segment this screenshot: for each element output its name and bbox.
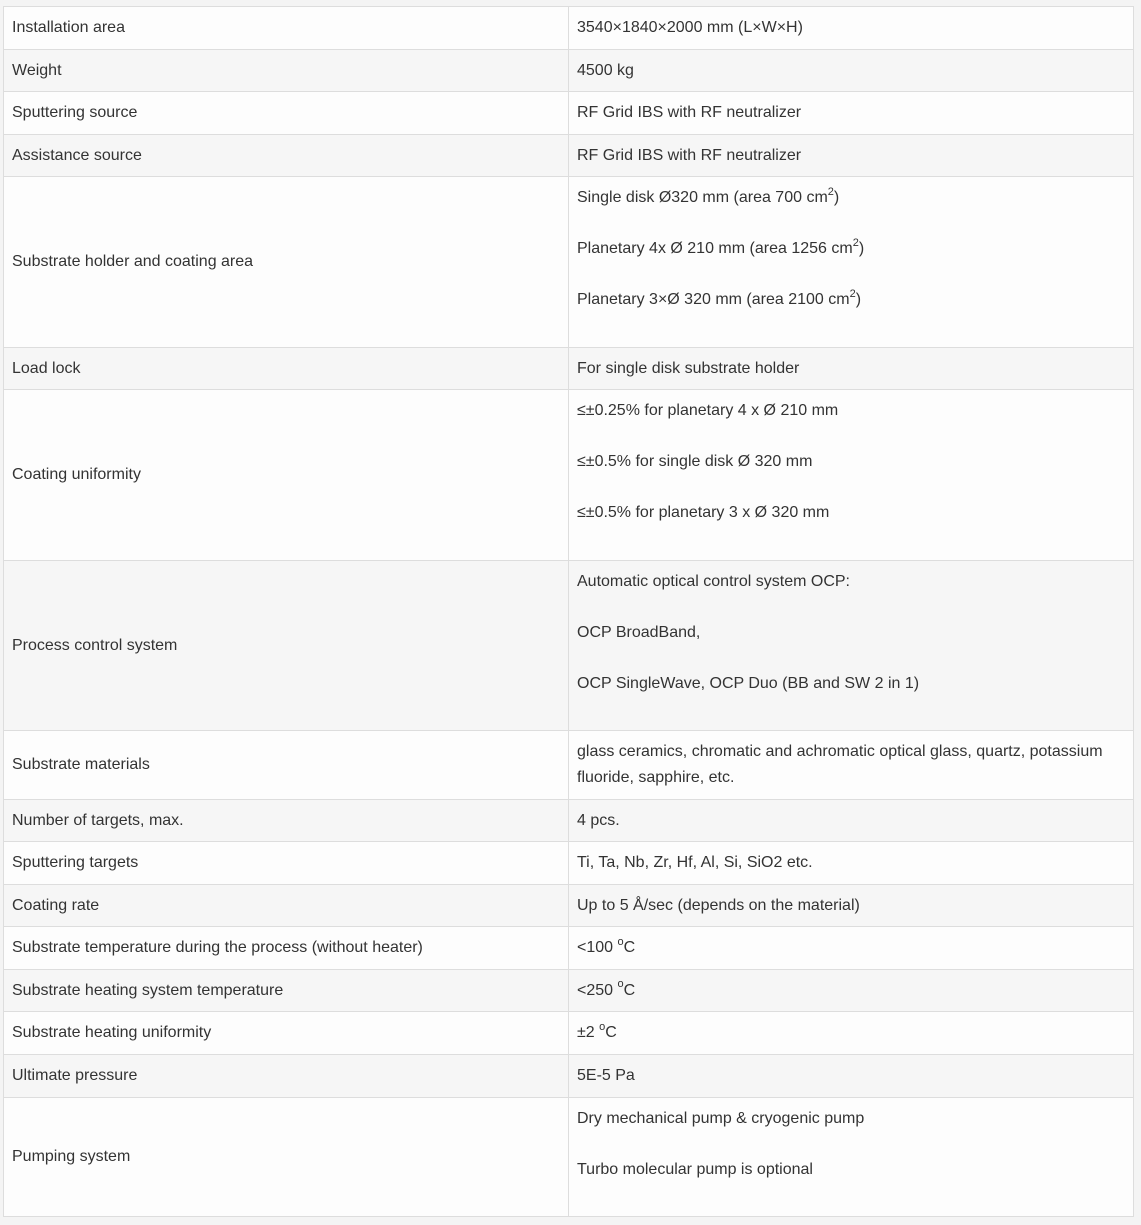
specifications-table: [3, 6, 1134, 1217]
spec-label: Pumping system: [12, 1148, 131, 1165]
spec-value: Dry mechanical pump & cryogenic pump: [577, 1110, 865, 1127]
spec-value-text: Planetary 3×Ø 320 mm (area 2100 cm: [577, 291, 850, 308]
spec-label: Substrate holder and coating area: [12, 253, 254, 270]
spec-label-cell: [4, 1055, 569, 1098]
spec-label: Substrate heating system temperature: [12, 981, 284, 999]
specifications-table-body: [4, 7, 1134, 1217]
spec-value-superscript: o: [617, 935, 624, 948]
spec-value-text: <100: [577, 939, 618, 956]
spec-label: Substrate temperature during the process (without heater): [12, 939, 423, 956]
spec-value: [577, 185, 1125, 211]
spec-value: ≤±0.5% for planetary 3 x Ø 320 mm: [577, 504, 830, 521]
spec-value-cell: [569, 731, 1134, 800]
spec-label: Installation area: [12, 19, 125, 36]
spec-label-cell: [4, 1012, 569, 1055]
table-row: [4, 561, 1134, 731]
spec-value: RF Grid IBS with RF neutralizer: [577, 146, 802, 164]
spec-value-text: Planetary 4x Ø 210 mm (area 1256 cm: [577, 240, 853, 257]
spec-label: Assistance source: [12, 146, 142, 164]
spec-value-cell: [569, 800, 1134, 842]
table-row: [4, 135, 1134, 177]
spec-label: Substrate heating uniformity: [12, 1024, 212, 1041]
spec-label: Weight: [12, 61, 62, 79]
table-row: [4, 92, 1134, 135]
spec-label-cell: [4, 7, 569, 50]
spec-value: OCP BroadBand,: [577, 624, 701, 641]
table-row: [4, 927, 1134, 970]
spec-value-cell: [569, 50, 1134, 92]
table-row: [4, 7, 1134, 50]
spec-value-tail: ): [833, 189, 840, 206]
spec-label: Process control system: [12, 636, 178, 654]
spec-value: [577, 978, 636, 999]
spec-table-container: [3, 6, 1133, 1217]
spec-label: Number of targets, max.: [12, 811, 184, 829]
table-row: [4, 348, 1134, 390]
spec-value: ≤±0.25% for planetary 4 x Ø 210 mm: [577, 402, 839, 419]
table-row: [4, 390, 1134, 561]
spec-value-text: Single disk Ø320 mm (area 700 cm: [577, 189, 828, 206]
spec-label-cell: [4, 50, 569, 92]
spec-value-cell: [569, 1098, 1134, 1217]
spec-value-cell: [569, 177, 1134, 348]
table-row: [4, 731, 1134, 800]
spec-value: Up to 5 Å/sec (depends on the material): [577, 896, 860, 914]
spec-label-cell: [4, 927, 569, 970]
table-row: [4, 1055, 1134, 1098]
spec-value-tail: ): [855, 291, 862, 308]
spec-value: Turbo molecular pump is optional: [577, 1161, 813, 1178]
spec-label-cell: [4, 842, 569, 885]
spec-value-tail: C: [623, 939, 636, 956]
table-row: [4, 800, 1134, 842]
spec-value: RF Grid IBS with RF neutralizer: [577, 104, 802, 121]
spec-value: glass ceramics, chromatic and achromatic optical glass, quartz, potassium fluoride, sapphire, etc.: [577, 743, 1103, 786]
spec-label-cell: [4, 970, 569, 1012]
spec-label-cell: [4, 731, 569, 800]
spec-value-cell: [569, 390, 1134, 561]
spec-value-tail: ): [858, 240, 865, 257]
spec-value-cell: [569, 1012, 1134, 1055]
spec-value-text: ±2: [577, 1024, 600, 1041]
spec-value-cell: [569, 842, 1134, 885]
table-row: [4, 50, 1134, 92]
spec-value: [577, 935, 636, 956]
spec-value: 5E-5 Pa: [577, 1067, 635, 1084]
spec-value: OCP SingleWave, OCP Duo (BB and SW 2 in 1): [577, 675, 920, 692]
spec-value: 3540×1840×2000 mm (L×W×H): [577, 19, 803, 36]
spec-value-cell: [569, 927, 1134, 970]
spec-value-cell: [569, 92, 1134, 135]
spec-value-superscript: 2: [827, 185, 834, 198]
spec-label-cell: [4, 561, 569, 731]
spec-value-cell: [569, 885, 1134, 927]
spec-value: 4 pcs.: [577, 811, 620, 829]
spec-value-tail: C: [623, 981, 636, 999]
spec-label: Coating uniformity: [12, 466, 141, 483]
spec-value-superscript: o: [599, 1020, 606, 1033]
spec-value-cell: [569, 970, 1134, 1012]
spec-label-cell: [4, 1098, 569, 1217]
table-row: [4, 1012, 1134, 1055]
spec-label: Load lock: [12, 359, 81, 377]
table-row: [4, 885, 1134, 927]
spec-value-text: <250: [577, 981, 618, 999]
spec-value: [577, 287, 1125, 313]
spec-label-cell: [4, 885, 569, 927]
spec-label: Sputtering targets: [12, 854, 139, 871]
spec-value-cell: [569, 348, 1134, 390]
spec-label-cell: [4, 177, 569, 348]
spec-value: [577, 236, 1125, 262]
spec-value: ≤±0.5% for single disk Ø 320 mm: [577, 453, 813, 470]
spec-value: Ti, Ta, Nb, Zr, Hf, Al, Si, SiO2 etc.: [577, 854, 813, 871]
spec-label-cell: [4, 800, 569, 842]
spec-value-superscript: 2: [849, 287, 856, 300]
spec-value-cell: [569, 7, 1134, 50]
spec-value-cell: [569, 1055, 1134, 1098]
spec-value: [577, 1020, 617, 1041]
spec-value-superscript: 2: [852, 236, 859, 249]
spec-value-tail: C: [605, 1024, 617, 1041]
table-row: [4, 1098, 1134, 1217]
spec-label-cell: [4, 135, 569, 177]
spec-value-cell: [569, 135, 1134, 177]
spec-value: Automatic optical control system OCP:: [577, 573, 850, 590]
spec-label-cell: [4, 348, 569, 390]
table-row: [4, 970, 1134, 1012]
spec-value-superscript: o: [617, 978, 624, 991]
spec-label: Coating rate: [12, 896, 100, 914]
table-row: [4, 177, 1134, 348]
spec-label: Substrate materials: [12, 756, 150, 773]
spec-label-cell: [4, 92, 569, 135]
spec-label: Ultimate pressure: [12, 1067, 138, 1084]
spec-value: 4500 kg: [577, 61, 634, 79]
spec-label-cell: [4, 390, 569, 561]
table-row: [4, 842, 1134, 885]
spec-label: Sputtering source: [12, 104, 138, 121]
spec-value: For single disk substrate holder: [577, 359, 800, 377]
spec-value-cell: [569, 561, 1134, 731]
